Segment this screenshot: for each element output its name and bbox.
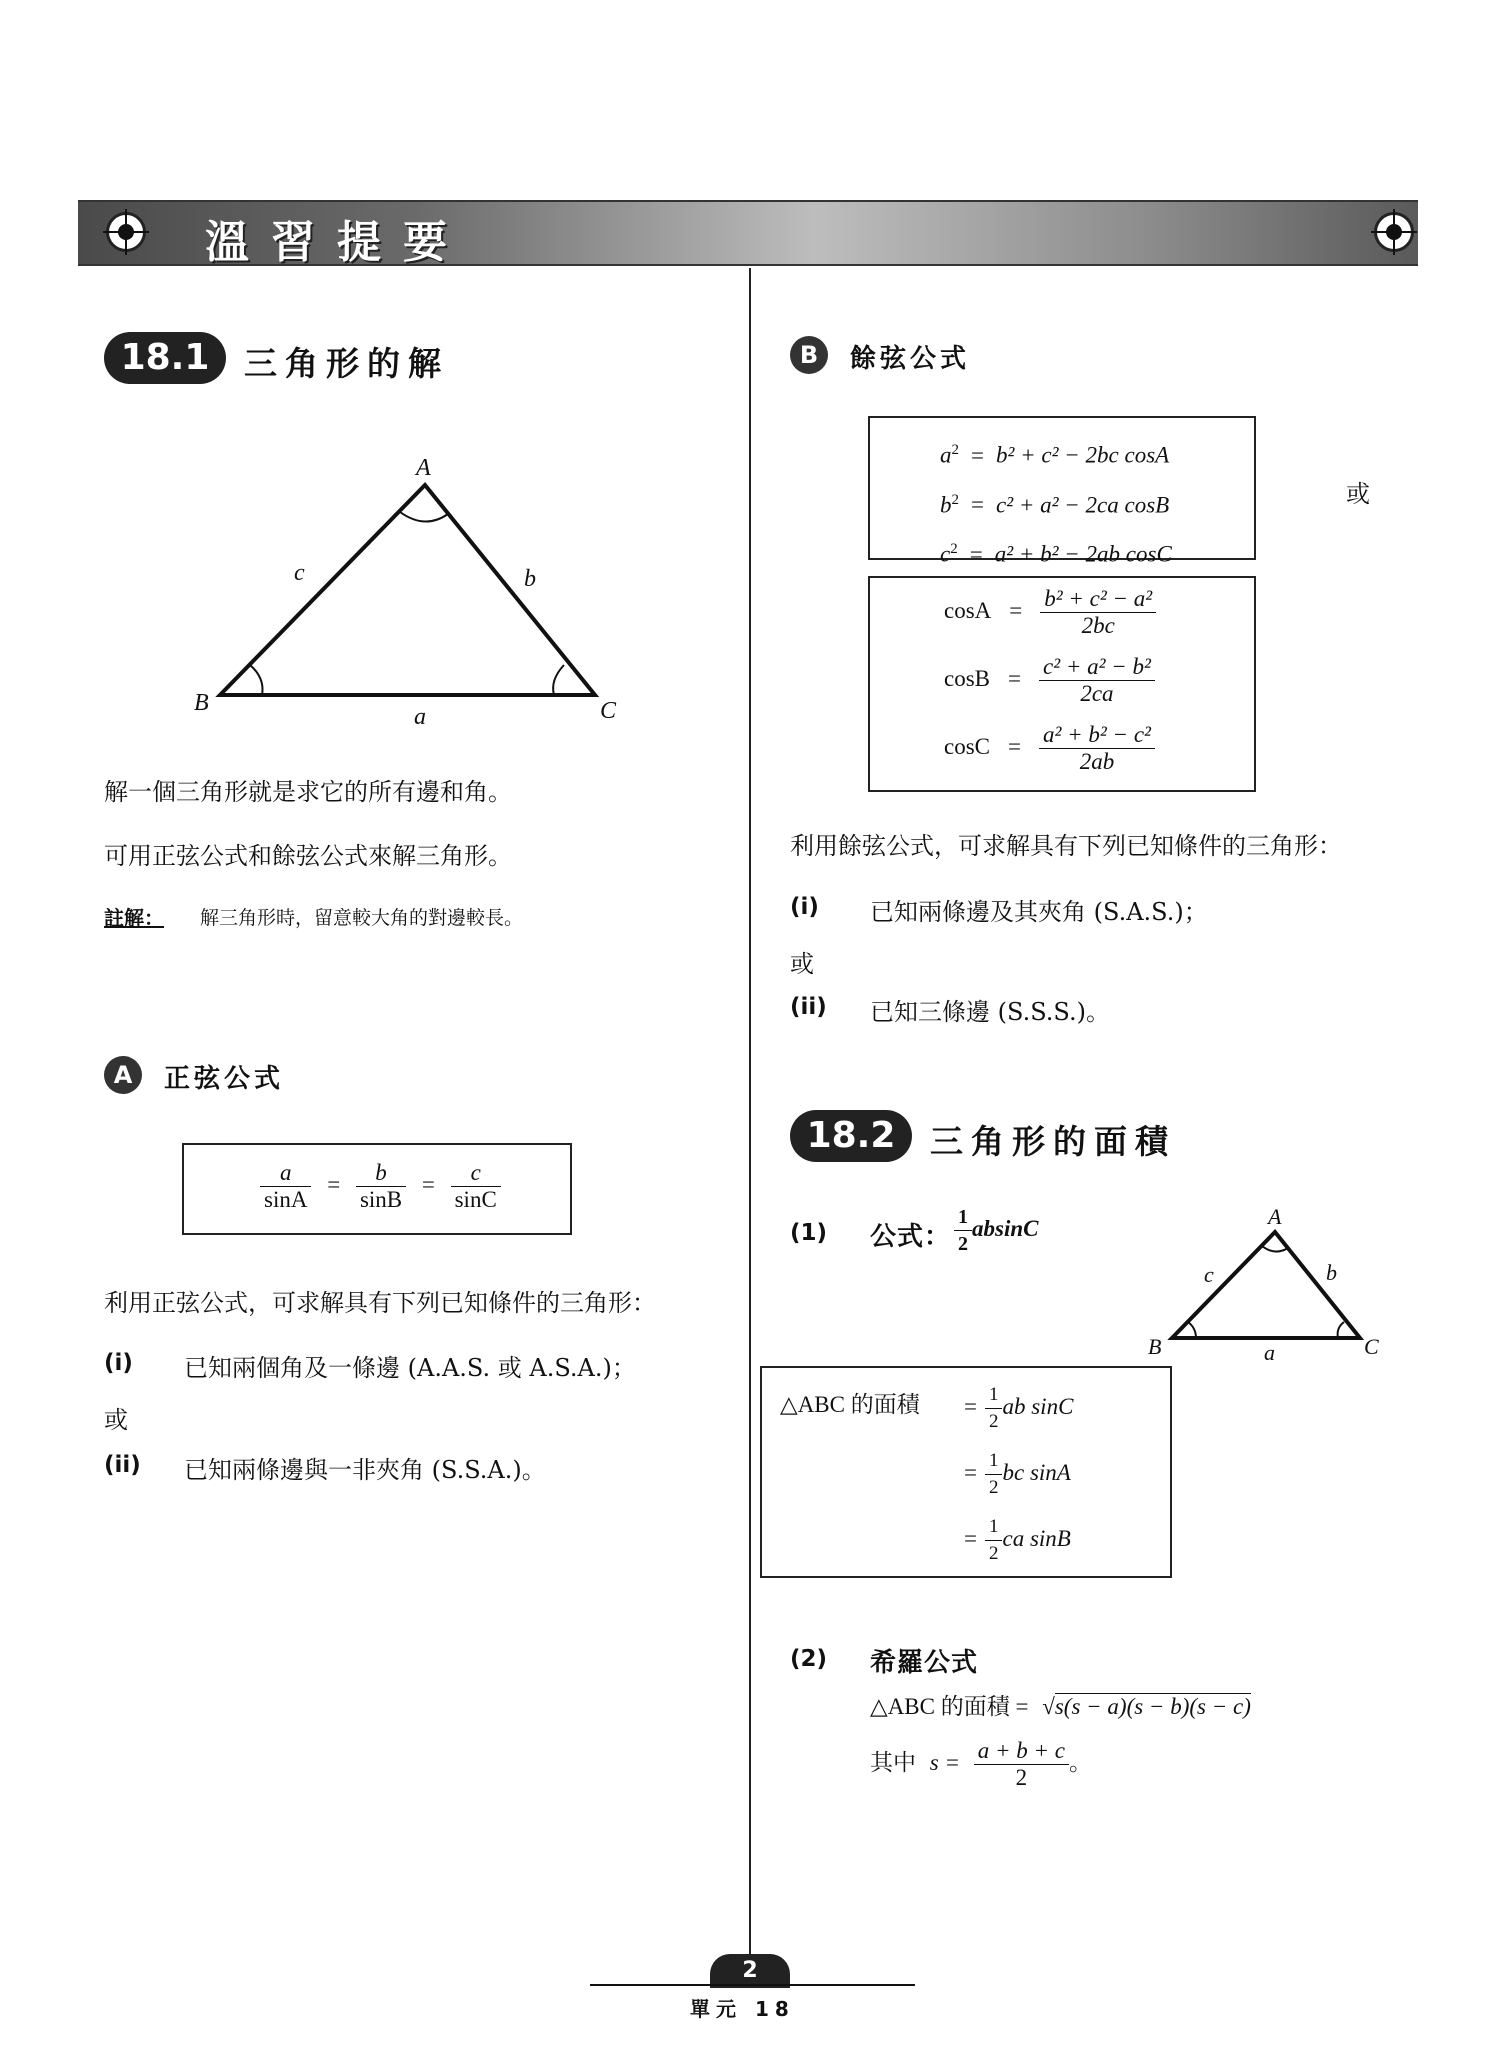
equation-rhs: c² + a² − 2ca cosB	[995, 492, 1170, 518]
list-item: 已知兩條邊與一非夾角 (S.S.A.)。	[184, 1456, 546, 1484]
fraction-numerator: 1	[954, 1204, 972, 1231]
or-text: 或	[104, 1406, 128, 1434]
section-number: 18.1	[104, 332, 226, 384]
list-item: 已知兩條邊及其夾角 (S.A.S.)；	[870, 898, 1208, 926]
fraction-denominator: 2	[1015, 1765, 1028, 1790]
fraction-denominator: 2ab	[1079, 749, 1115, 774]
angle-arc-c	[1338, 1322, 1344, 1338]
side-label-c: c	[1204, 1262, 1214, 1287]
side-label-b: b	[524, 566, 536, 592]
heron-rhs: s(s − a)(s − b)(s − c)	[1054, 1694, 1251, 1719]
equation-lhs: cosB	[944, 665, 990, 691]
side-label-b: b	[1326, 1260, 1337, 1285]
subsection-title: 餘弦公式	[850, 344, 971, 374]
equation-rhs: a² + b² − 2ab cosC	[994, 541, 1172, 567]
fraction-denominator: sinC	[454, 1187, 497, 1212]
angle-arc-b	[1188, 1322, 1196, 1338]
or-text: 或	[1346, 480, 1370, 508]
fraction-denominator: 2bc	[1081, 613, 1115, 638]
s-definition	[870, 1738, 1092, 1791]
vertex-label-b: B	[194, 690, 209, 716]
section-title: 三角形的面積	[930, 1122, 1176, 1161]
area-label: △ABC 的面積	[780, 1392, 920, 1417]
vertex-label-b: B	[1148, 1334, 1162, 1359]
paragraph: 可用正弦公式和餘弦公式來解三角形。	[104, 842, 512, 870]
list-marker: (ii)	[104, 1452, 141, 1478]
subsection-title: 正弦公式	[164, 1064, 285, 1094]
angle-arc-b	[250, 665, 263, 695]
fraction-denominator: 2ca	[1080, 681, 1114, 706]
fraction-numerator: 1	[985, 1382, 1003, 1409]
fraction-numerator: c² + a² − b²	[1039, 654, 1155, 681]
equation-rhs: b² + c² − 2bc cosA	[995, 442, 1170, 468]
area-expression: ca sinB	[1002, 1526, 1071, 1551]
list-item: 已知三條邊 (S.S.S.)。	[870, 998, 1110, 1026]
vertex-label-c: C	[600, 698, 617, 724]
vertex-label-a: A	[1268, 1204, 1282, 1229]
list-marker: (1)	[790, 1220, 828, 1246]
fraction-numerator: 1	[985, 1448, 1003, 1475]
equation-lhs: cosA	[944, 597, 992, 623]
target-icon	[1374, 212, 1414, 252]
heron-formula	[870, 1688, 1251, 1721]
list-marker: (i)	[104, 1350, 133, 1376]
heron-lhs: △ABC 的面積 =	[870, 1694, 1029, 1719]
triangle-diagram	[180, 450, 640, 740]
vertex-label-c: C	[1364, 1334, 1379, 1359]
fraction-numerator: a	[260, 1160, 311, 1187]
fraction-numerator: b	[356, 1160, 406, 1187]
paragraph: 解一個三角形就是求它的所有邊和角。	[104, 778, 512, 806]
heron-title: 希羅公式	[870, 1648, 979, 1678]
fraction-denominator: 2	[988, 1411, 999, 1433]
fraction-denominator: sinA	[264, 1187, 308, 1212]
s-suffix: 。	[1068, 1749, 1092, 1775]
note-label: 註解：	[104, 906, 164, 930]
sine-rule-formula: $\frac{a}{\sin A}$ = $\frac{b}{\sin B}$ = $\frac{c}{\sin C}$	[260, 1160, 501, 1213]
section-number: 18.2	[790, 1110, 912, 1162]
formula-body: absinC	[972, 1215, 1039, 1241]
footer-rule	[590, 1984, 915, 1986]
subsection-badge: B	[790, 336, 828, 374]
equation-lhs: a	[940, 442, 952, 468]
paragraph: 利用正弦公式，可求解具有下列已知條件的三角形：	[104, 1289, 656, 1317]
page-title: 溫習提要	[205, 217, 469, 268]
subsection-badge: A	[104, 1056, 142, 1094]
equation-lhs: cosC	[944, 733, 990, 759]
fraction-numerator: a² + b² − c²	[1039, 722, 1155, 749]
formula-label: 公式：	[870, 1222, 952, 1252]
list-marker: (ii)	[790, 994, 827, 1020]
fraction-denominator: 2	[988, 1543, 999, 1565]
area-expression: bc sinA	[1002, 1460, 1071, 1485]
cosine-rule-formulas: $a^2 = b^2 + c^2 - 2bc$ cosA $b^2 = c^2 + a^2 - 2ca$ cosB $c^2 = a^2 + b^2 - 2ab$ cosC	[940, 442, 1172, 567]
area-formula	[954, 1204, 1038, 1257]
section-title: 三角形的解	[244, 344, 449, 383]
fraction-denominator: sinB	[359, 1187, 403, 1212]
equation-lhs: b	[940, 492, 952, 518]
fraction-denominator: 2	[958, 1233, 968, 1255]
equation-lhs: c	[940, 541, 951, 567]
area-expression: ab sinC	[1002, 1394, 1074, 1419]
side-label-c: c	[294, 560, 305, 586]
s-variable: s =	[929, 1749, 960, 1775]
paragraph: 利用餘弦公式，可求解具有下列已知條件的三角形：	[790, 832, 1342, 860]
vertex-label-a: A	[416, 455, 431, 481]
fraction-numerator: c	[451, 1160, 501, 1187]
list-item: 已知兩個角及一條邊 (A.A.S. 或 A.S.A.)；	[184, 1354, 636, 1382]
fraction-numerator: a + b + c	[974, 1738, 1069, 1765]
angle-arc-a	[400, 512, 448, 522]
fraction-numerator: b² + c² − a²	[1040, 586, 1156, 613]
fraction-denominator: 2	[988, 1477, 999, 1499]
angle-arc-c	[553, 665, 564, 695]
or-text: 或	[790, 950, 814, 978]
note-text: 解三角形時，留意較大角的對邊較長。	[200, 907, 524, 929]
list-marker: (2)	[790, 1646, 828, 1672]
fraction-numerator: 1	[985, 1514, 1003, 1541]
list-marker: (i)	[790, 894, 819, 920]
unit-label: 單元 18	[690, 1997, 795, 2021]
angle-arc-a	[1262, 1246, 1288, 1252]
column-divider	[749, 268, 751, 1968]
page-number: 2	[710, 1954, 790, 1988]
side-label-a: a	[1264, 1340, 1275, 1365]
target-icon	[106, 212, 146, 252]
s-prefix: 其中	[870, 1749, 916, 1775]
cosine-fraction-formulas: cosA = $\frac{\text{b² + c² − a²}}{2bc}$ cosB = $\frac{\text{c² + a² − b²}}{2ca}$ cosC = $\frac{\text{a² + b² − c²}}{2ab}$	[944, 586, 1156, 790]
side-label-a: a	[414, 704, 426, 730]
sqrt-icon: √	[1042, 1694, 1055, 1719]
area-formulas: = $\frac{1}{2}$ ab sinC = $\frac{1}{2}$ bc sinA = $\frac{1}{2}$ ca sinB	[964, 1374, 1073, 1572]
small-triangle-diagram	[1160, 1210, 1380, 1350]
